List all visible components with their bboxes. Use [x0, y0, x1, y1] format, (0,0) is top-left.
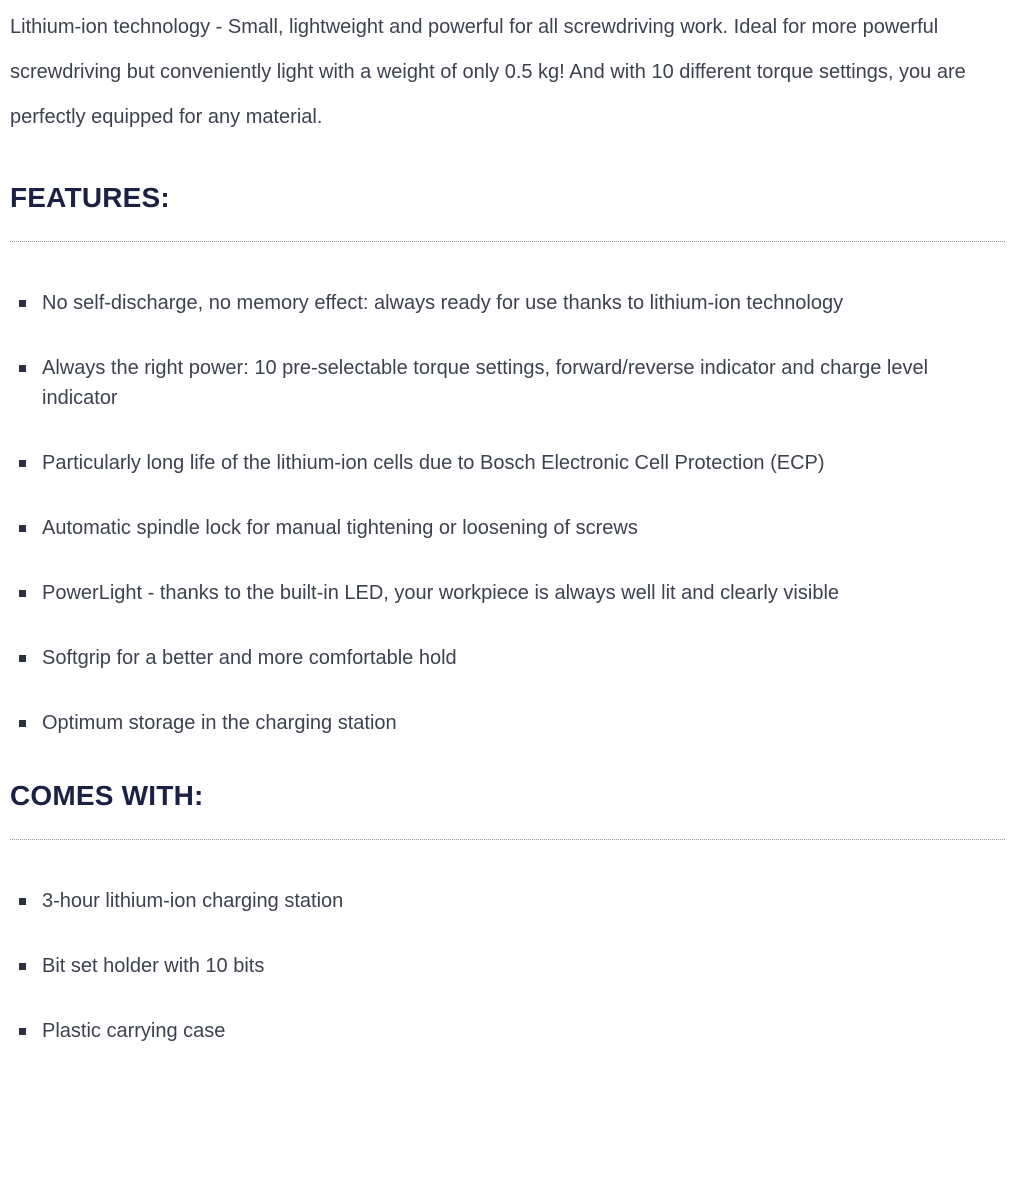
list-item-text: Particularly long life of the lithium-ion cells due to Bosch Electronic Cell Protection (ECP) — [42, 452, 825, 474]
comes-with-heading: COMES WITH: — [10, 780, 204, 811]
comes-with-divider — [10, 839, 1005, 840]
list-item-text: Bit set holder with 10 bits — [42, 955, 265, 977]
square-bullet-icon — [19, 525, 26, 532]
square-bullet-icon — [19, 898, 26, 905]
list-item-text: Automatic spindle lock for manual tightening or loosening of screws — [42, 517, 638, 539]
list-item — [10, 448, 1005, 478]
square-bullet-icon — [19, 655, 26, 662]
square-bullet-icon — [19, 963, 26, 970]
list-item — [10, 513, 1005, 543]
features-list — [10, 288, 1005, 738]
list-item — [10, 643, 1005, 673]
comes-with-list — [10, 886, 1005, 1046]
square-bullet-icon — [19, 460, 26, 467]
list-item — [10, 951, 1005, 981]
square-bullet-icon — [19, 720, 26, 727]
square-bullet-icon — [19, 300, 26, 307]
square-bullet-icon — [19, 1028, 26, 1035]
intro-paragraph: Lithium-ion technology - Small, lightweight and powerful for all screwdriving work. Ideal for more powerful screwdriving but conveniently light with a weight of only 0.5 kg! And with 10 different torque settings, you are perfectly equipped for any material. — [10, 16, 966, 128]
list-item — [10, 1016, 1005, 1046]
list-item — [10, 353, 1005, 413]
list-item — [10, 288, 1005, 318]
list-item-text: PowerLight - thanks to the built-in LED, your workpiece is always well lit and clearly visible — [42, 582, 840, 604]
list-item-text: Optimum storage in the charging station — [42, 712, 397, 734]
features-heading: FEATURES: — [10, 182, 170, 213]
list-item — [10, 886, 1005, 916]
list-item-text: 3-hour lithium-ion charging station — [42, 890, 344, 912]
square-bullet-icon — [19, 365, 26, 372]
list-item-text: No self-discharge, no memory effect: always ready for use thanks to lithium-ion technology — [42, 292, 844, 314]
list-item — [10, 578, 1005, 608]
features-divider — [10, 241, 1005, 242]
list-item-text: Softgrip for a better and more comfortable hold — [42, 647, 457, 669]
list-item — [10, 708, 1005, 738]
square-bullet-icon — [19, 590, 26, 597]
list-item-text: Plastic carrying case — [42, 1020, 226, 1042]
list-item-text: Always the right power: 10 pre-selectable torque settings, forward/reverse indicator and charge level indicator — [42, 357, 929, 409]
